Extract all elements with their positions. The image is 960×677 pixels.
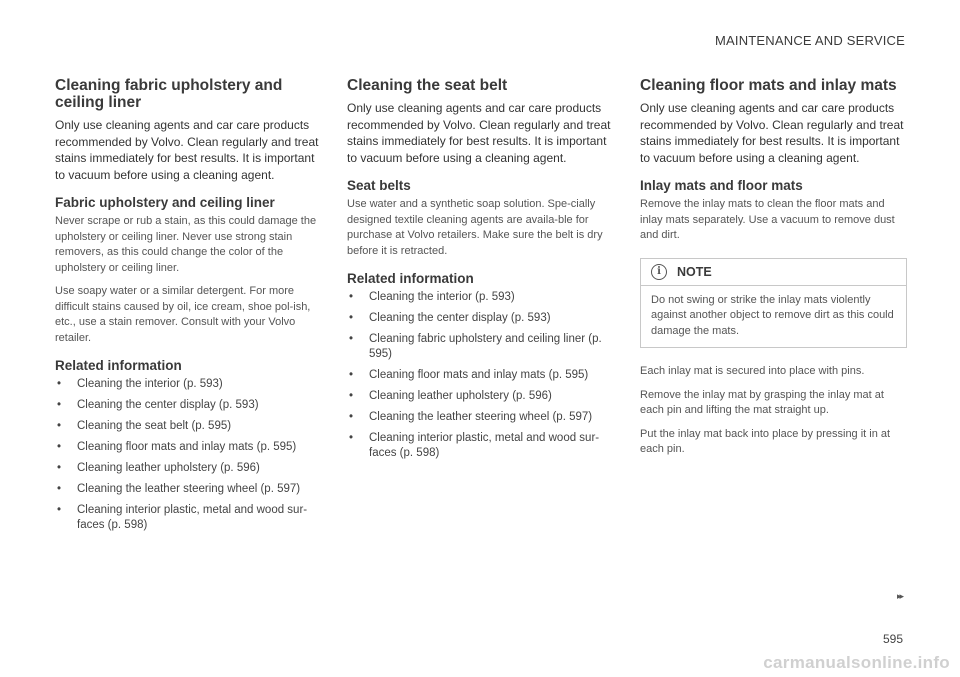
note-header: [641, 259, 906, 286]
related-list: [347, 290, 614, 461]
related-link[interactable]: • Cleaning leather upholstery (p. 596): [55, 461, 322, 476]
related-link[interactable]: • Cleaning the center display (p. 593): [55, 398, 322, 413]
column-seat-belt: [347, 77, 614, 467]
page-number: 595: [882, 632, 903, 646]
subheading-fabric-ceiling: Fabric upholstery and ceiling liner: [55, 195, 275, 210]
related-link[interactable]: • Cleaning interior plastic, metal and wood sur-faces (p. 598): [55, 503, 322, 533]
related-link[interactable]: • Cleaning the center display (p. 593): [347, 311, 614, 326]
note-box: [640, 258, 907, 349]
related-link[interactable]: • Cleaning interior plastic, metal and wood sur-faces (p. 598): [347, 431, 614, 461]
body-paragraph: Put the inlay mat back into place by pressing it in at each pin.: [640, 427, 891, 455]
body-paragraph: Remove the inlay mat by grasping the inlay mat at each pin and lifting the mat straight up.: [640, 388, 884, 416]
heading-floor-mats: Cleaning floor mats and inlay mats: [640, 77, 897, 94]
body-paragraph: Use soapy water or a similar detergent. For more difficult stains caused by oil, ice cream, shoe pol-ish, etc., use a stain remover. Consult with your Volvo retailer.: [55, 285, 311, 344]
body-paragraph: Remove the inlay mats to clean the floor mats and inlay mats separately. Use a vacuum to remove dust and dirt.: [640, 198, 895, 241]
note-text: Do not swing or strike the inlay mats violently against another object to remove dirt as this could damage the mats.: [651, 293, 894, 337]
intro-paragraph: Only use cleaning agents and car care products recommended by Volvo. Clean regularly and treat stains immediately for best results. It is important to vacuum before using a cleaning agent.: [347, 101, 611, 165]
related-link[interactable]: • Cleaning leather upholstery (p. 596): [347, 389, 614, 404]
body-paragraph: Never scrape or rub a stain, as this could damage the upholstery or ceiling liner. Never use strong stain removers, as this could change the color of the upholstery or ceiling liner.: [55, 215, 317, 274]
related-information-heading: Related information: [55, 358, 182, 373]
related-link[interactable]: • Cleaning floor mats and inlay mats (p. 595): [55, 440, 322, 455]
heading-fabric-upholstery: Cleaning fabric upholstery and ceiling liner: [55, 77, 283, 111]
related-information-heading: Related information: [347, 271, 474, 286]
subheading-inlay-floor-mats: Inlay mats and floor mats: [640, 178, 803, 193]
section-header: MAINTENANCE AND SERVICE: [714, 33, 905, 48]
note-title: NOTE: [677, 264, 712, 279]
intro-paragraph: Only use cleaning agents and car care products recommended by Volvo. Clean regularly and treat stains immediately for best results. It is important to vacuum before using a cleaning agent.: [640, 101, 904, 165]
related-link[interactable]: • Cleaning the interior (p. 593): [55, 377, 322, 392]
info-circle-icon: i: [651, 264, 667, 280]
related-link[interactable]: • Cleaning fabric upholstery and ceiling liner (p. 595): [347, 332, 614, 362]
heading-seat-belt: Cleaning the seat belt: [347, 77, 508, 94]
column-fabric-upholstery: [55, 77, 322, 539]
body-paragraph: Each inlay mat is secured into place with pins.: [640, 365, 865, 377]
continue-arrow-icon: ▸▸: [896, 591, 902, 601]
body-paragraph: Use water and a synthetic soap solution. Spe-cially designed textile cleaning agents are availa-ble for purchase at Volvo retailers. Make sure the belt is dry before it is retracted.: [347, 198, 603, 257]
related-link[interactable]: • Cleaning the interior (p. 593): [347, 290, 614, 305]
subheading-seat-belts: Seat belts: [347, 178, 411, 193]
intro-paragraph: Only use cleaning agents and car care products recommended by Volvo. Clean regularly and treat stains immediately for best results. It is important to vacuum before using a cleaning agent.: [55, 118, 319, 182]
related-link[interactable]: • Cleaning floor mats and inlay mats (p. 595): [347, 368, 614, 383]
related-link[interactable]: • Cleaning the leather steering wheel (p. 597): [55, 482, 322, 497]
related-link[interactable]: • Cleaning the seat belt (p. 595): [55, 419, 322, 434]
watermark: carmanualsonline.info: [763, 653, 950, 672]
related-link[interactable]: • Cleaning the leather steering wheel (p. 597): [347, 410, 614, 425]
related-list: [55, 377, 322, 533]
column-floor-mats: [640, 77, 907, 466]
